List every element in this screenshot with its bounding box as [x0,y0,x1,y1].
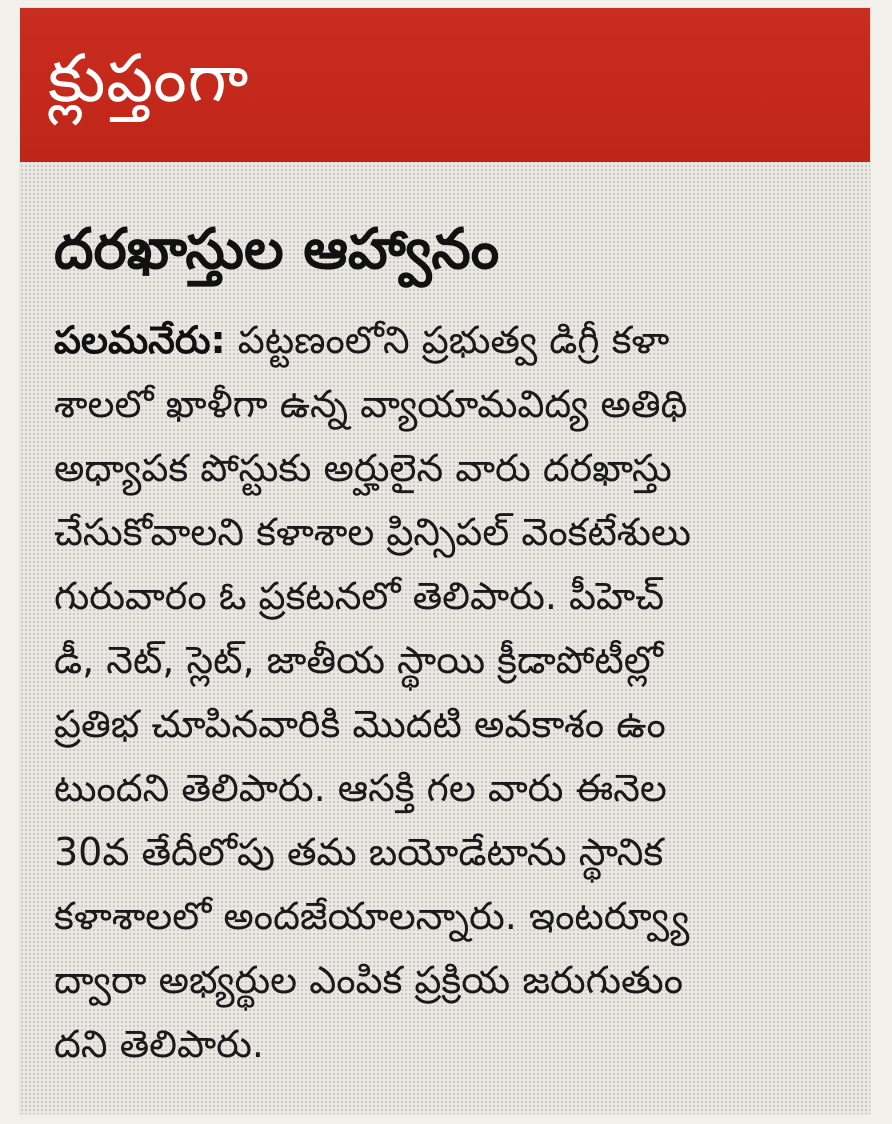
article-line: గురువారం ఓ ప్రకటనలో తెలిపారు. పీహెచ్ [54,574,665,618]
article-line: 30వ తేదీలోపు తమ బయోడేటాను స్థానిక [54,830,664,874]
article-line: కళాశాలలో అందజేయాలన్నారు. ఇంటర్వ్యూ [54,894,690,938]
article-line-text: పట్టణంలోని ప్రభుత్వ డిగ్రీ కళా [225,318,670,362]
article-headline: దరఖాస్తుల ఆహ్వానం [54,217,500,282]
article-line: ద్వారా అభ్యర్థుల ఎంపిక ప్రక్రియ జరుగుతుం [54,958,683,1002]
article-line: దని తెలిపారు. [54,1022,264,1066]
article-line [54,308,844,372]
dateline: పలమనేరు: [54,318,226,362]
article-line: ప్రతిభ చూపినవారికి మొదటి అవకాశం ఉం [54,702,666,746]
article-line: చేసుకోవాలని కళాశాల ప్రిన్సిపల్ వెంకటేశులు [54,510,691,554]
newspaper-clipping [20,8,870,1114]
article-line: టుందని తెలిపారు. ఆసక్తి గల వారు ఈనెల [54,766,667,810]
section-banner [20,8,870,162]
article-line: శాలలో ఖాళీగా ఉన్న వ్యాయామవిద్య అతిథి [54,382,688,426]
article-body [54,308,844,1076]
section-title: క్లుప్తంగా [48,40,250,117]
article-line: అధ్యాపక పోస్టుకు అర్హులైన వారు దరఖాస్తు [54,446,672,490]
article-line: డీ, నెట్, స్లెట్, జాతీయ స్థాయి క్రీడాపోటీల్లో [54,638,663,682]
